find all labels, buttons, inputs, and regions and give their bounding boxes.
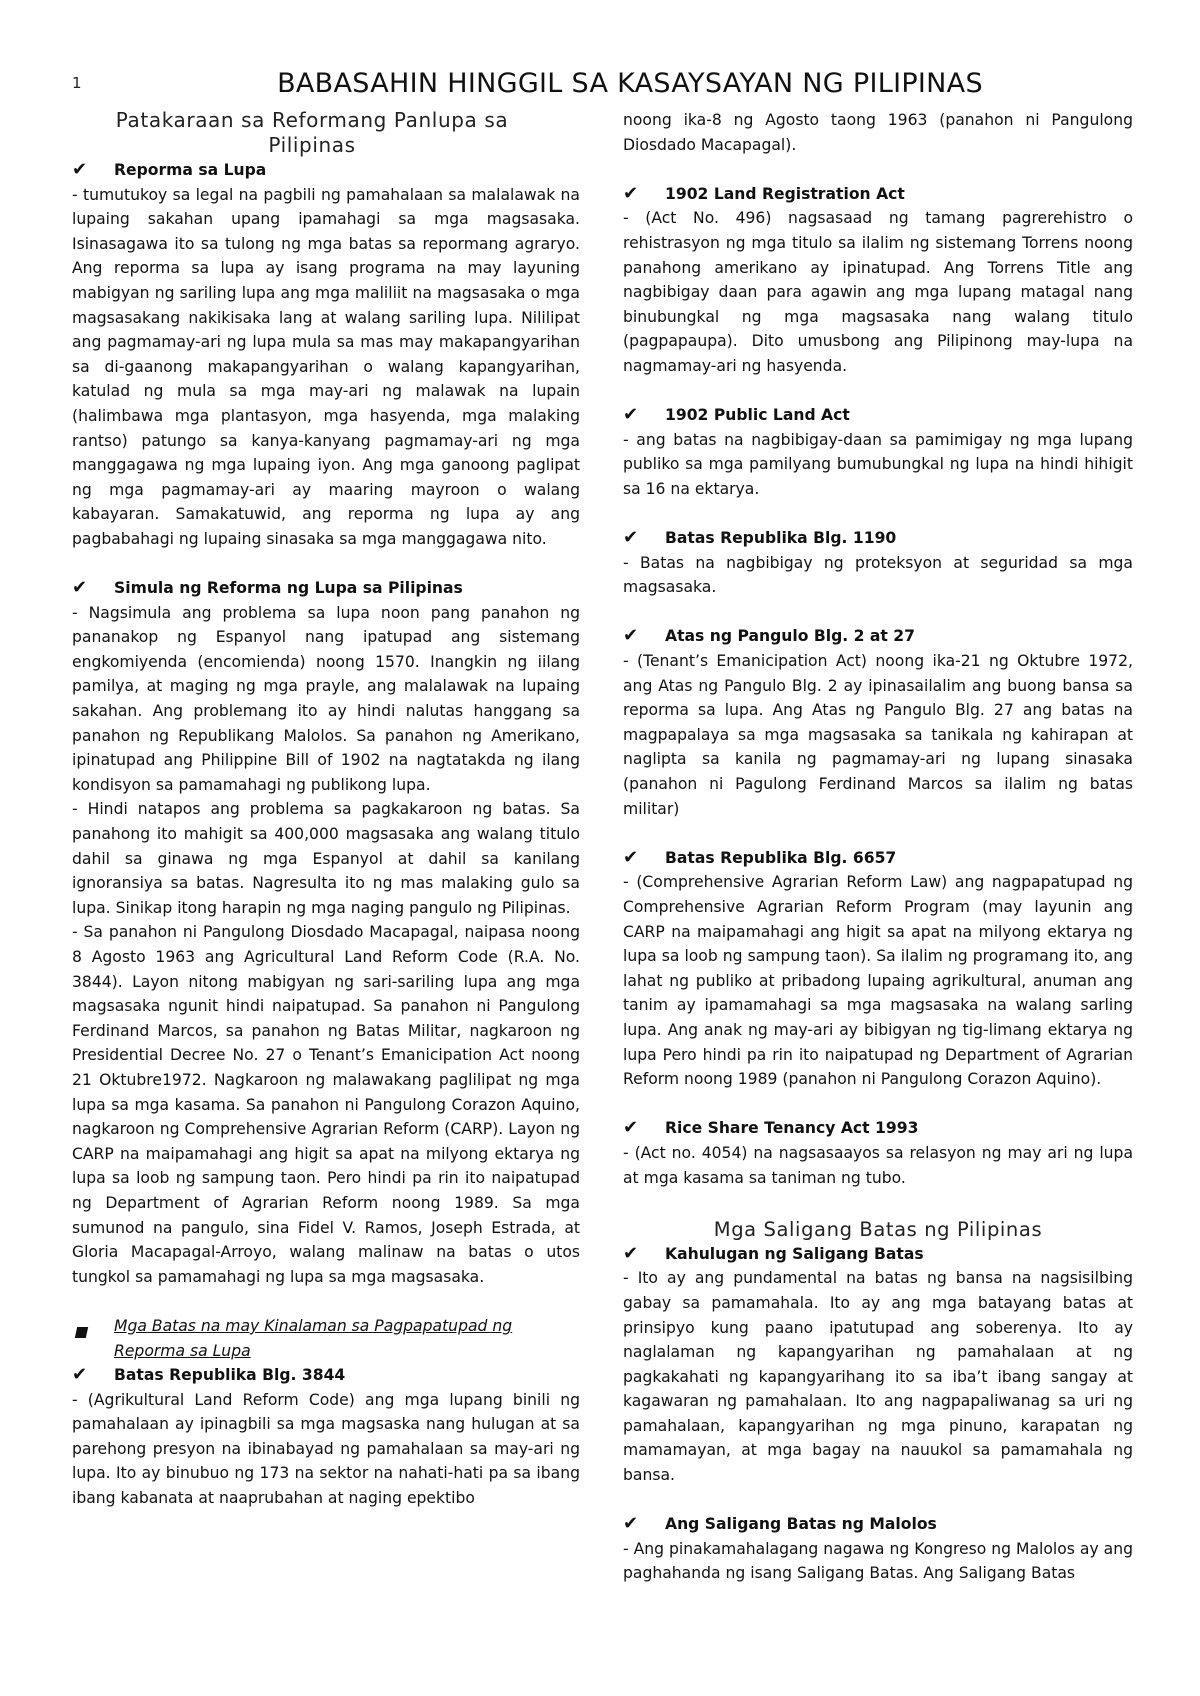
paragraph-reporma-sa-lupa: - tumutukoy sa legal na pagbili ng pamahalaan sa malalawak na lupaing sakahan upang ipamahagi sa mga magsasaka. Isinasagawa ito sa tulong ng mga batas sa repormang agraryo. Ang reporma sa lupa ay isang programa na may layuning mabigyan ng sariling lupa ang mga maliliit na magsasaka o mga magsasakang nakikisaka lang at walang sariling lupa. Nililipat ang pagmamay-ari ng lupa mula sa mas may makapangyarihan sa di-gaanong makapangyarihan o walang kapangyarihan, katulad ng mula sa mga may-ari ng malawak na lupain (halimbawa mga plantasyon, mga hasyenda, mga malaking rantso) patungo sa kanya-kanyang pagmamay-ari ng mga manggagawa ng mga lupaing iyon. Ang mga ganoong paglipat ng mga pagmamay-ari ay maaring mayroon o walang kabayaran. Samakatuwid, ang reporma ng lupa ay ang pagbabahagi ng lupaing sinasaka sa mga manggagawa nito. xyxy=(72,185,580,548)
left-column xyxy=(72,108,580,1511)
paragraph-land-registration-act: - (Act No. 496) nagsasaad ng tamang pagrerehistro o rehistrasyon ng mga titulo sa ilalim ng sistemang Torrens noong panahong amerikano ay ipinatupad. Ang Torrens Title ang nagbibigay daan para agawin ang mga lupang matagal nang binubungkal ng mga magsasaka nang walang titulo (pagpapaupa). Dito umusbong ang Pilipinong may-lupa na nagmamay-ari ng hasyenda. xyxy=(623,209,1133,375)
checkmark-icon: ✔ xyxy=(72,1364,88,1386)
checkmark-icon: ✔ xyxy=(623,1242,639,1264)
page-number: 1 xyxy=(72,74,82,92)
paragraph-continuation: noong ika-8 ng Agosto taong 1963 (panahon ni Pangulong Diosdado Macapagal). xyxy=(623,111,1133,154)
paragraph-simula-3: - Sa panahon ni Pangulong Diosdado Macapagal, naipasa noong 8 Agosto 1963 ang Agricultural Land Reform Code (R.A. No. 3844). Layon nitong mabigyan ng sari-sariling lupa ang mga magsasaka ngunit hindi naipatupad. Sa panahon ni Pangulong Ferdinand Marcos, sa panahon ng Batas Militar, nagkaroon ng Presidential Decree No. 27 o Tenant’s Emanicipation Act noong 21 Oktubre1972. Nagkaroon ng malawakang paglilipat ng mga lupa sa mga kasama. Sa panahon ni Pangulong Corazon Aquino, nagkaroon ng Comprehensive Agrarian Reform (CARP). Layon ng CARP na maipamahagi ang higit sa apat na milyong ektarya ng lupa sa loob ng sampung taon. Pero hindi pa rin ito naipatupad ng Department of Agrarian Reform noong 1989. Sa mga sumunod na pangulo, sina Fidel V. Ramos, Joseph Estrada, at Gloria Macapagal-Arroyo, walang malinaw na batas o utos tungkol sa pamamahagi ng lupa sa mga magsasaka. xyxy=(72,923,580,1286)
heading-saligang-batas-malolos: ✔ Ang Saligang Batas ng Malolos xyxy=(623,1512,1133,1537)
checkmark-icon: ✔ xyxy=(623,625,639,647)
checkmark-icon: ✔ xyxy=(623,1117,639,1139)
section-subtitle-land-reform: Patakaraan sa Reformang Panlupa sa Pilipinas xyxy=(115,108,509,157)
heading-public-land-act: ✔ 1902 Public Land Act xyxy=(623,403,1133,428)
heading-kahulugan: ✔ Kahulugan ng Saligang Batas xyxy=(623,1242,1133,1267)
paragraph-batas-1190: - Batas na nagbibigay ng proteksyon at seguridad sa mga magsasaka. xyxy=(623,553,1133,597)
paragraph-public-land-act: - ang batas na nagbibigay-daan sa pamimigay ng mga lupang publiko sa mga pamilyang bumubungkal ng lupa na hindi hihigit sa 16 na ektarya. xyxy=(623,430,1133,498)
checkmark-icon: ✔ xyxy=(72,159,88,180)
paragraph-kahulugan: - Ito ay ang pundamental na batas ng bansa na nagsisilbing gabay sa pamamahala. Ito ay ang mga batayang batas at prinsipyo kung paano ipatutupad ang soberenya. Ito ay naglalaman ng kapangyarihan ng pamahalaan at ng pagkakahati ng kapangyarihang ito sa iba’t ibang sangay at kagawaran ng pamahalaan. Ito ang nagpapaliwanag sa uri ng pamahalaan, kapangyarihan ng mga pinuno, karapatan ng mamamayan, at mga bagay na nauukol sa pamamahala ng bansa. xyxy=(623,1269,1133,1485)
paragraph-batas-6657: - (Comprehensive Agrarian Reform Law) ang nagpapatupad ng Comprehensive Agrarian Reform Program (may layunin ang CARP na maipamahagi ang higit sa apat na milyong ektarya ng lupa sa loob ng sampung taon). Sa ilalim ng programang ito, ang lahat ng publiko at pribadong lupaing agrikultural, anuman ang tanim ay ipamamahagi sa mga magsasaka na walang sarling lupa. Ang anak ng may-ari ay bibigyan ng tig-limang ektarya ng lupa Pero hindi pa rin ito naipatupad ng Department of Agrarian Reform noong 1989 (panahon ni Pangulong Corazon Aquino). xyxy=(623,873,1133,1089)
heading-land-registration-act: ✔ 1902 Land Registration Act xyxy=(623,182,1133,207)
checkmark-icon: ✔ xyxy=(623,527,639,549)
checkmark-icon: ✔ xyxy=(72,577,88,599)
paragraph-batas-3844: - (Agrikultural Land Reform Code) ang mga lupang binili ng pamahalaan ay ipinagbili sa mga magsaska nang hulugan at sa parehong presyon na ibinabayad ng pamahalaan sa may-ari ng lupa. Ito ay binubuo ng 173 na sektor na nahati-hati pa sa ibang ibang kabanata at naaprubahan at naging epektibo xyxy=(72,1390,580,1508)
paragraph-simula-2: - Hindi natapos ang problema sa pagkakaroon ng batas. Sa panahong ito mahigit sa 400,000 magsasaka ang walang titulo dahil sa ginawa ng mga Espanyol at dahil sa kanilang ignoransiya sa batas. Nagresulta ito ng mas malaking gulo sa lupa. Sinikap itong harapin ng mga naging pangulo ng Pilipinas. xyxy=(72,800,580,917)
document-title: BABASAHIN HINGGIL SA KASAYSAYAN NG PILIPINAS xyxy=(277,68,983,99)
heading-reporma-sa-lupa: ✔ Reporma sa Lupa xyxy=(72,158,580,183)
right-column xyxy=(623,108,1133,1586)
checkmark-icon: ✔ xyxy=(623,182,639,204)
paragraph-atas-ng-pangulo: - (Tenant’s Emanicipation Act) noong ika-21 ng Oktubre 1972, ang Atas ng Pangulo Blg. 2 ay ipinasailalim ang buong bansa sa reporma sa lupa. Ang Atas ng Pangulo Blg. 27 ang batas na magpapalaya sa mga magsasaka sa tanikala ng kahirapan at naglipta sa kanila ng pagmamay-ari ng lupang sinasaka (panahon ni Pagulong Ferdinand Marcos sa ilalim ng batas militar) xyxy=(623,652,1133,818)
paragraph-simula-1: - Nagsimula ang problema sa lupa noon pang panahon ng pananakop ng Espanyol nang ipatupad ang sistemang engkomiyenda (encomienda) noong 1570. Inangkin ng iilang pamilya, at maging ng mga prayle, ang malalawak na lupaing sakahan. Ang problemang ito ay hindi nalutas hanggang sa panahon ng Republikang Malolos. Sa panahon ng Amerikano, ipinatupad ang Philippine Bill of 1902 na nagtatakda ng ilang kondisyon sa pamamahagi ng publikong lupa. xyxy=(72,603,580,794)
paragraph-rice-share-tenancy: - (Act no. 4054) na nagsasaayos sa relasyon ng may ari ng lupa at mga kasama sa taniman ng tubo. xyxy=(623,1143,1133,1187)
checkmark-icon: ✔ xyxy=(623,404,639,426)
heading-atas-ng-pangulo: ✔ Atas ng Pangulo Blg. 2 at 27 xyxy=(623,624,1133,649)
heading-batas-3844: ✔ Batas Republika Blg. 3844 xyxy=(72,1363,580,1388)
paragraph-saligang-batas-malolos: - Ang pinakamahalagang nagawa ng Kongreso ng Malolos ay ang paghahanda ng isang Saligang Batas. Ang Saligang Batas xyxy=(623,1539,1133,1583)
section-subtitle-saligang-batas: Mga Saligang Batas ng Pilipinas xyxy=(713,1217,1043,1241)
heading-batas-6657: ✔ Batas Republika Blg. 6657 xyxy=(623,846,1133,871)
heading-simula-ng-reforma: ✔ Simula ng Reforma ng Lupa sa Pilipinas xyxy=(72,576,580,601)
square-bullet-icon xyxy=(75,1327,88,1338)
checkmark-icon: ✔ xyxy=(623,1513,639,1535)
heading-mga-batas: Mga Batas na may Kinalaman sa Pagpapatupad ng Reporma sa Lupa xyxy=(72,1314,580,1363)
checkmark-icon: ✔ xyxy=(623,846,639,868)
heading-rice-share-tenancy: ✔ Rice Share Tenancy Act 1993 xyxy=(623,1116,1133,1141)
heading-batas-1190: ✔ Batas Republika Blg. 1190 xyxy=(623,526,1133,551)
